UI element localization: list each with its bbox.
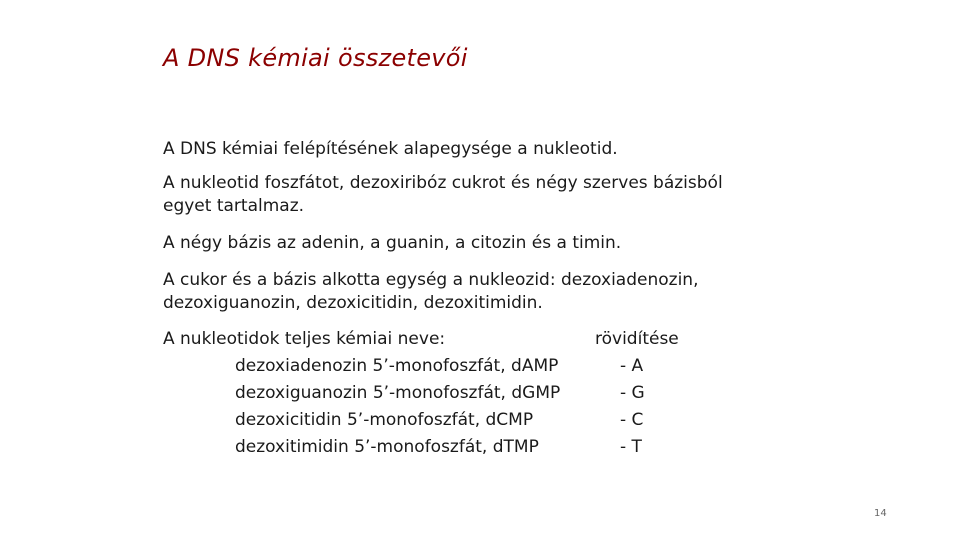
- paragraph-nucleotide-unit: [163, 138, 618, 161]
- abbreviation-header: rövidítése: [595, 329, 679, 349]
- nucleotide-abbreviation: - G: [620, 383, 645, 403]
- paragraph-line: A nukleotid foszfátot, dezoxiribóz cukrot és négy szerves bázisból: [163, 173, 723, 193]
- page-number: 14: [874, 508, 887, 519]
- nucleotide-abbreviation: - C: [620, 410, 644, 430]
- paragraph-four-bases: [163, 232, 621, 255]
- nucleotide-abbreviation: - T: [620, 437, 642, 457]
- slide-title: A DNS kémiai összetevői: [163, 44, 468, 72]
- paragraph-line: egyet tartalmaz.: [163, 196, 305, 216]
- nucleotide-list-intro: A nukleotidok teljes kémiai neve:: [163, 329, 446, 349]
- nucleotide-name: dezoxiadenozin 5’-monofoszfát, dAMP: [235, 356, 559, 376]
- paragraph-nucleoside: [163, 269, 698, 315]
- nucleotide-abbreviation: - A: [620, 356, 644, 376]
- paragraph-line: A négy bázis az adenin, a guanin, a citozin és a timin.: [163, 233, 622, 253]
- paragraph-line: A cukor és a bázis alkotta egység a nukleozid: dezoxiadenozin,: [163, 270, 699, 290]
- nucleotide-name: dezoxiguanozin 5’-monofoszfát, dGMP: [235, 383, 561, 403]
- nucleotide-name: dezoxicitidin 5’-monofoszfát, dCMP: [235, 410, 534, 430]
- paragraph-nucleotide-content: [163, 172, 723, 218]
- paragraph-line: dezoxiguanozin, dezoxicitidin, dezoxitimidin.: [163, 293, 543, 313]
- paragraph-line: A DNS kémiai felépítésének alapegysége a nukleotid.: [163, 139, 618, 159]
- nucleotide-name: dezoxitimidin 5’-monofoszfát, dTMP: [235, 437, 539, 457]
